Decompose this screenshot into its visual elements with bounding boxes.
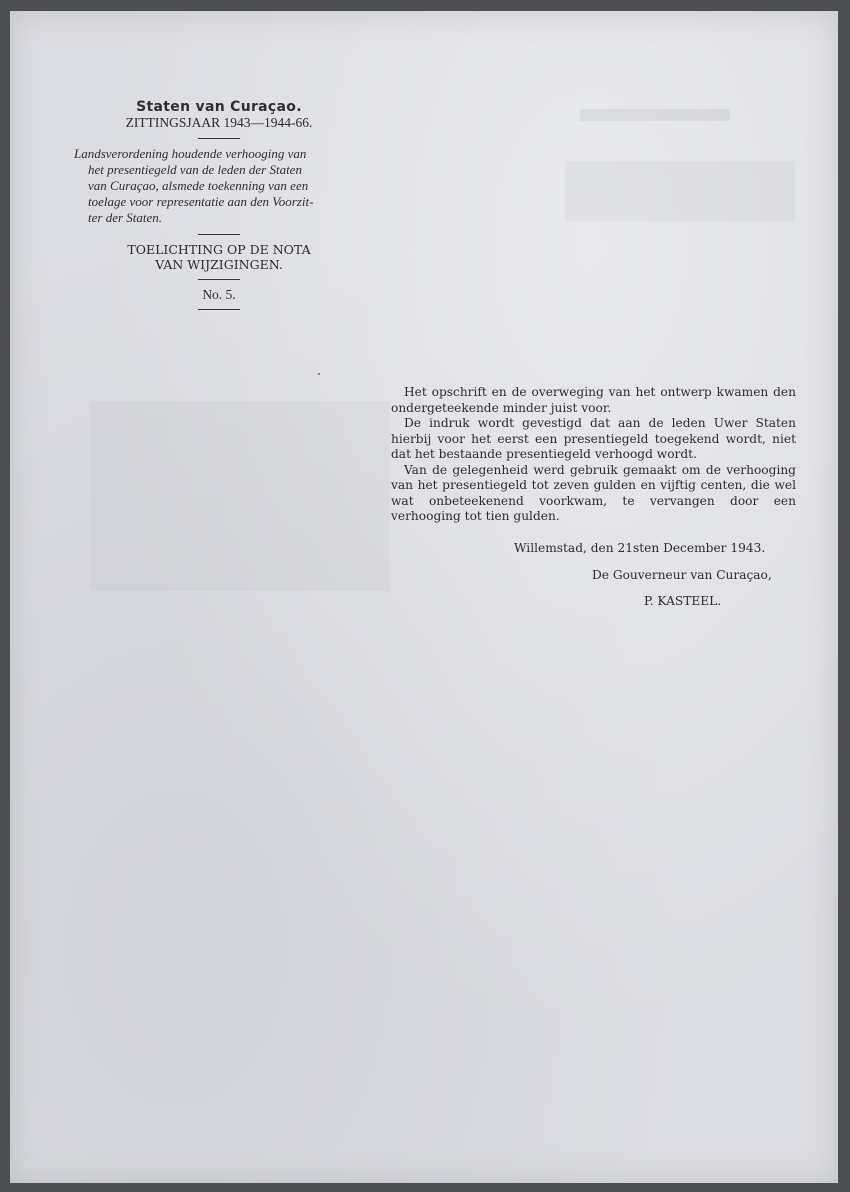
divider: [198, 309, 240, 310]
show-through-mark: [90, 401, 390, 591]
paper-speck: [318, 373, 320, 375]
subject-line: toelage voor representatie aan den Voorzit-: [88, 194, 314, 209]
subject-line: het presentiegeld van de leden der Staten: [88, 162, 302, 177]
institution-name: Staten van Curaçao.: [136, 99, 302, 115]
document-page: [10, 11, 838, 1183]
divider: [198, 234, 240, 235]
divider: [198, 279, 240, 280]
subject-line: ter der Staten.: [88, 210, 163, 225]
date-line: Willemstad, den 21sten December 1943.: [514, 541, 766, 555]
document-heading: TOELICHTING OP DE NOTA: [127, 242, 311, 257]
signatory-name: P. KASTEEL.: [644, 594, 722, 608]
document-heading: VAN WIJZIGINGEN.: [155, 257, 283, 272]
show-through-mark: [580, 109, 730, 121]
document-header: [74, 99, 364, 317]
bill-subject: [74, 146, 364, 226]
show-through-mark: [565, 161, 795, 221]
body-paragraph: De indruk wordt gevestigd dat aan de leden Uwer Staten hierbij voor het eerst een presentiegeld toegekend wordt, niet dat het bestaande presentiegeld verhoogd wordt.: [391, 416, 796, 461]
divider: [198, 138, 240, 139]
signatory-title: De Gouverneur van Curaçao,: [592, 568, 772, 582]
body-paragraph: Van de gelegenheid werd gebruik gemaakt om de verhooging van het presentiegeld tot zeven gulden en vijftig centen, die wel wat onbeteekenend voorkwam, te vervangen door een verhooging tot tien gulden.: [391, 462, 796, 523]
body-paragraph: Het opschrift en de overweging van het ontwerp kwamen den ondergeteekende minder juist voor.: [391, 385, 796, 415]
subject-line: van Curaçao, alsmede toekenning van een: [88, 178, 309, 193]
session-year: ZITTINGSJAAR 1943—1944-66.: [125, 115, 313, 130]
subject-line: Landsverordening houdende verhooging van: [74, 146, 307, 161]
explanatory-text: [391, 385, 796, 525]
document-number: No. 5.: [202, 287, 236, 302]
